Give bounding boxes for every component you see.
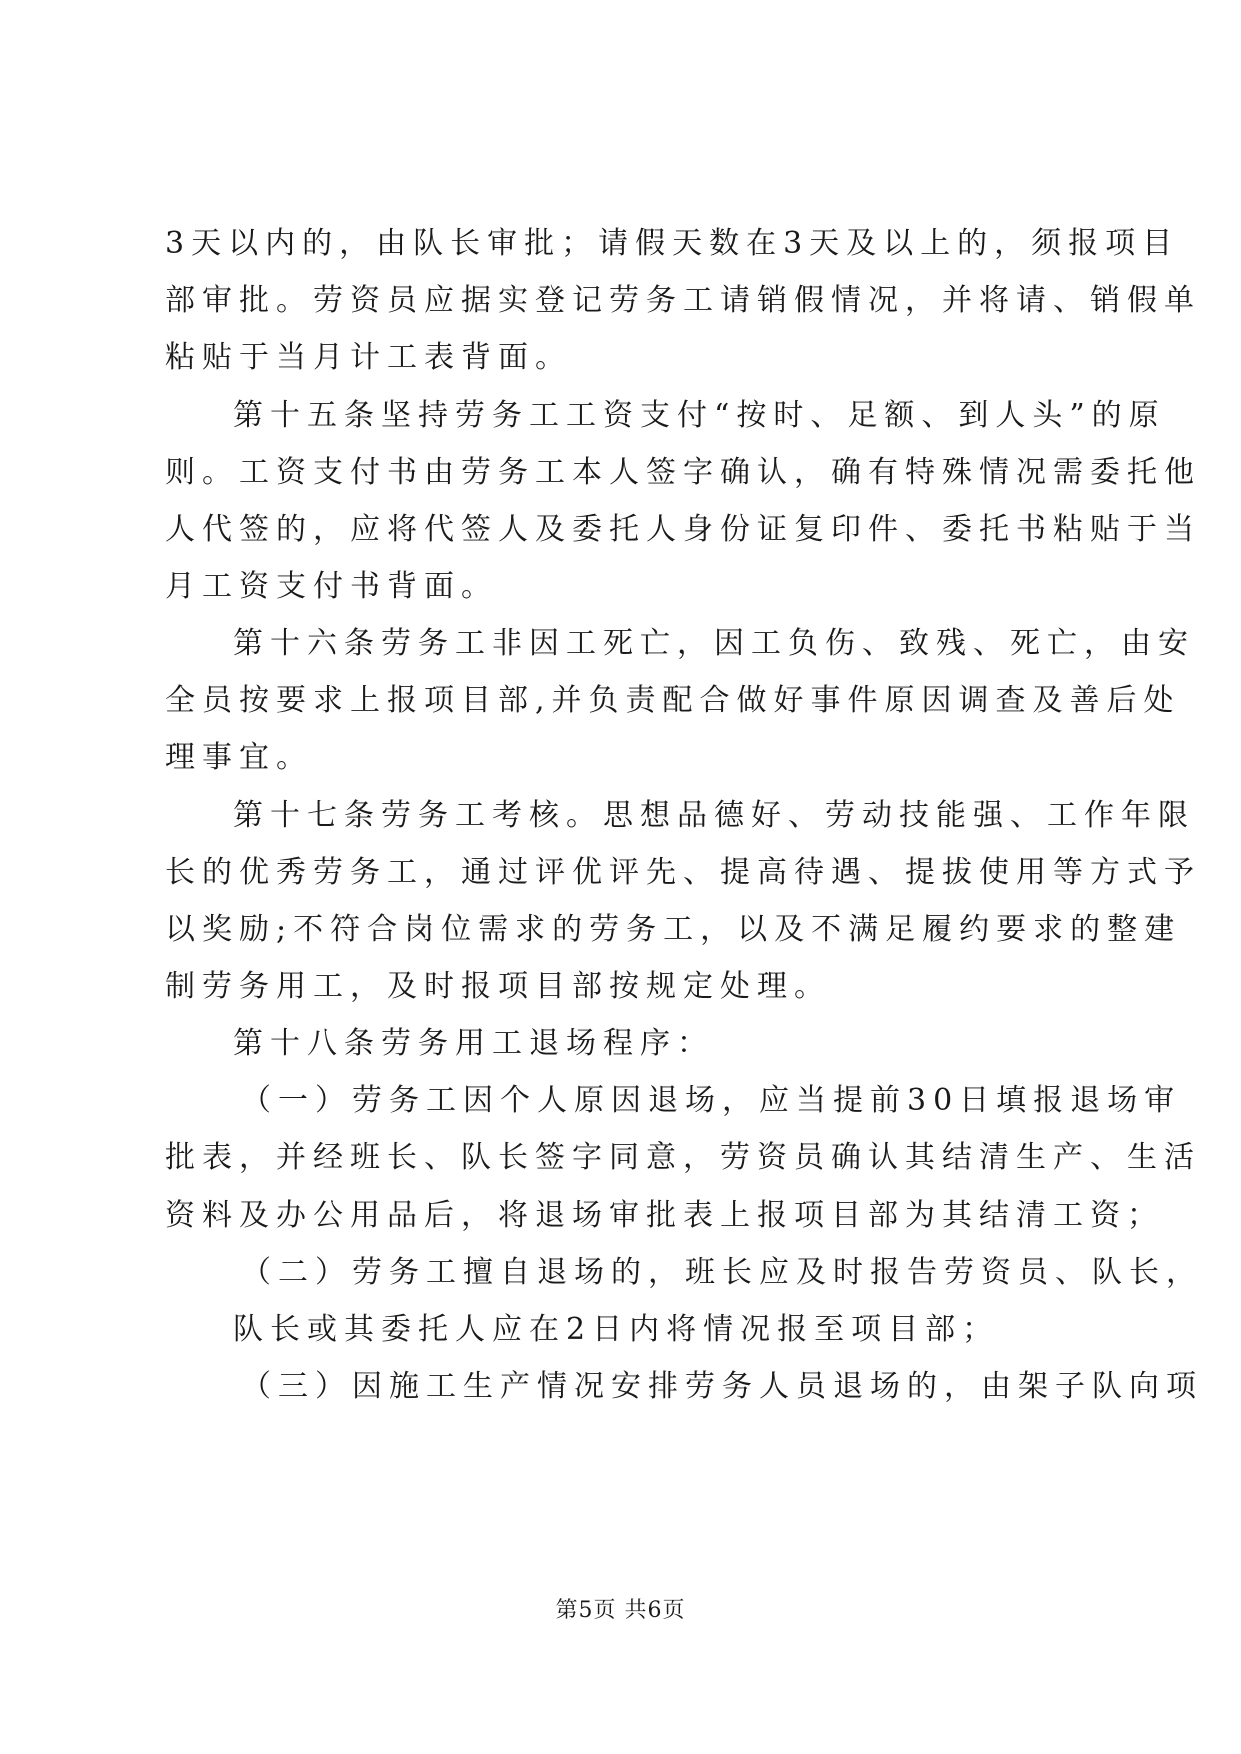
text-line-2: 部审批。劳资员应据实登记劳务工请销假情况，并将请、销假单 — [165, 283, 1201, 318]
item-2-line-2: 队长或其委托人应在2日内将情况报至项目部； — [233, 1312, 1000, 1347]
article-16-line-1: 第十六条劳务工非因工死亡，因工负伤、致残、死亡，由安 — [233, 626, 1195, 661]
item-1-line-3: 资料及办公用品后，将退场审批表上报项目部为其结清工资； — [165, 1198, 1164, 1233]
article-15-line-4: 月工资支付书背面。 — [165, 569, 498, 604]
article-16-line-2: 全员按要求上报项目部,并负责配合做好事件原因调查及善后处 — [165, 683, 1181, 718]
article-17-line-4: 制劳务用工，及时报项目部按规定处理。 — [165, 969, 831, 1004]
item-1-line-1: （一）劳务工因个人原因退场，应当提前30日填报退场审 — [241, 1083, 1182, 1118]
article-15-line-1: 第十五条坚持劳务工工资支付“按时、足额、到人头”的原 — [233, 398, 1166, 433]
item-3-line-1: （三）因施工生产情况安排劳务人员退场的，由架子队向项 — [241, 1369, 1203, 1404]
item-1-line-2: 批表，并经班长、队长签字同意，劳资员确认其结清生产、生活 — [165, 1140, 1201, 1175]
item-2-line-1: （二）劳务工擅自退场的，班长应及时报告劳资员、队长， — [241, 1255, 1203, 1290]
text-line-3: 粘贴于当月计工表背面。 — [165, 340, 572, 375]
article-17-line-1: 第十七条劳务工考核。思想品德好、劳动技能强、工作年限 — [233, 798, 1195, 833]
article-16-line-3: 理事宜。 — [165, 740, 313, 775]
page-number: 第5页 共6页 — [555, 1598, 686, 1623]
article-17-line-3: 以奖励;不符合岗位需求的劳务工，以及不满足履约要求的整建 — [165, 912, 1182, 947]
article-18-heading: 第十八条劳务用工退场程序： — [233, 1026, 714, 1061]
article-15-line-3: 人代签的，应将代签人及委托人身份证复印件、委托书粘贴于当 — [165, 512, 1201, 547]
article-15-line-2: 则。工资支付书由劳务工本人签字确认，确有特殊情况需委托他 — [165, 455, 1201, 490]
article-17-line-2: 长的优秀劳务工，通过评优评先、提高待遇、提拔使用等方式予 — [165, 855, 1201, 890]
text-line-1: 3天以内的，由队长审批；请假天数在3天及以上的，须报项目 — [165, 226, 1180, 261]
